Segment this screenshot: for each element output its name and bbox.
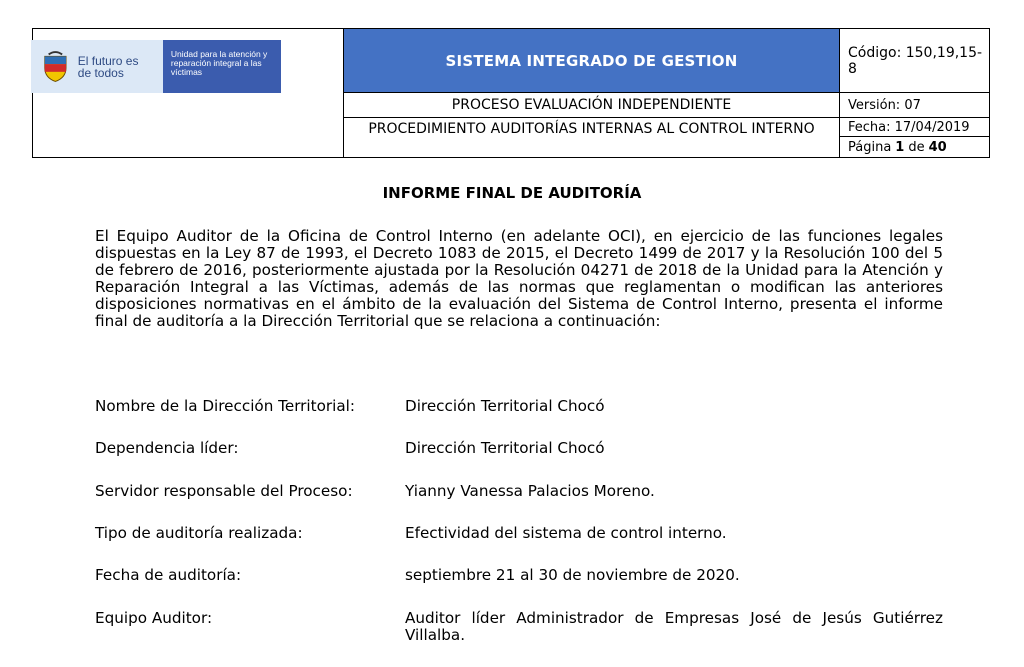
field-label: Fecha de auditoría: bbox=[95, 566, 242, 584]
field-label: Equipo Auditor: bbox=[95, 609, 213, 627]
unit-name: Unidad para la atención y reparación integral a las víctimas bbox=[163, 40, 281, 93]
system-title: SISTEMA INTEGRADO DE GESTION bbox=[344, 29, 839, 93]
field-value: septiembre 21 al 30 de noviembre de 2020. bbox=[405, 566, 740, 584]
doc-version: Versión: 07 bbox=[840, 93, 990, 118]
field-label: Dependencia líder: bbox=[95, 439, 239, 457]
field-label: Nombre de la Dirección Territorial: bbox=[95, 397, 356, 415]
doc-date: Fecha: 17/04/2019 bbox=[840, 118, 990, 137]
gov-slogan: El futuro es de todos bbox=[77, 53, 139, 80]
field-value: Dirección Territorial Chocó bbox=[405, 397, 605, 415]
field-label: Servidor responsable del Proceso: bbox=[95, 482, 353, 500]
field-value: Dirección Territorial Chocó bbox=[405, 439, 605, 457]
field-label: Tipo de auditoría realizada: bbox=[95, 524, 303, 542]
process-name: PROCESO EVALUACIÓN INDEPENDIENTE bbox=[344, 93, 839, 118]
field-value: Auditor líder Administrador de Empresas José de Jesús Gutiérrez Villalba. bbox=[405, 609, 943, 644]
coat-of-arms-icon bbox=[39, 50, 72, 84]
intro-paragraph: El Equipo Auditor de la Oficina de Control Interno (en adelante OCI), en ejercicio de las funciones legales dispuestas en la Ley 87 de 1993, el Decreto 1083 de 2015, el Decreto 1499 de 2017 y la Resolución 100 del 5 de febrero de 2016, posteriormente ajustada por la Resolución 04271 de 2018 de la Unidad para la Atención y Reparación Integral a las Víctimas, además de las normas que reglamentan o modifican las anteriores disposiciones normativas en el ámbito de la evaluación del Sistema de Control Interno, presenta el informe final de auditoría a la Dirección Territorial que se relaciona a continuación: bbox=[95, 227, 943, 330]
header-middle bbox=[344, 29, 839, 157]
page-of: de bbox=[908, 139, 925, 155]
doc-code: Código: 150,19,15-8 bbox=[840, 29, 990, 93]
field-value: Yianny Vanessa Palacios Moreno. bbox=[405, 482, 655, 500]
page-total: 40 bbox=[928, 139, 947, 155]
page-label: Página bbox=[848, 139, 892, 155]
report-title: INFORME FINAL DE AUDITORÍA bbox=[382, 184, 642, 202]
header-right bbox=[839, 29, 989, 157]
procedure-name: PROCEDIMIENTO AUDITORÍAS INTERNAS AL CONTROL INTERNO bbox=[368, 121, 815, 137]
page-indicator bbox=[840, 137, 990, 157]
page-current: 1 bbox=[895, 139, 905, 155]
field-value: Efectividad del sistema de control interno. bbox=[405, 524, 727, 542]
institution-logo bbox=[31, 40, 281, 93]
